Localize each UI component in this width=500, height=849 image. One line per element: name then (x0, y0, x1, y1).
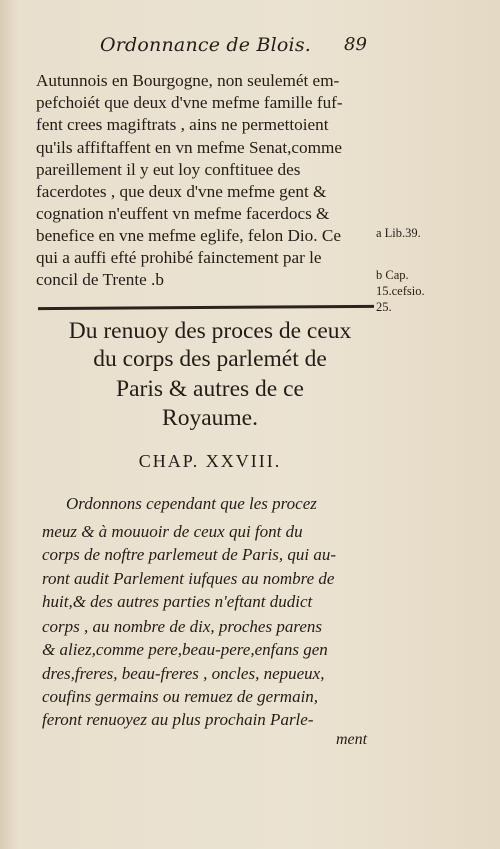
running-title: Ordonnance de Blois. (100, 34, 312, 56)
ordinance-line: corps de noftre parlemeut de Paris, qui au- (42, 545, 336, 564)
body-line: qui a auffi efté prohibé fainctement par le (36, 248, 322, 267)
body-line: Autunnois en Bourgogne, non seulemét em- (36, 71, 340, 90)
ordinance-line: Ordonnons cependant que les procez (66, 494, 317, 513)
ordinance-line: ront audit Parlement iufques au nombre de (42, 569, 335, 588)
ordinance-line: feront renuoyez au plus prochain Parle- (42, 710, 314, 729)
ordinance-line: huit,& des autres parties n'eftant dudict (42, 592, 313, 611)
body-line: pareillement il y eut loy conftituee des (36, 160, 301, 179)
page-number: 89 (344, 34, 367, 55)
section-title-line: Du renuoy des proces de ceux (68, 318, 352, 344)
ordinance-line: dres,freres, beau-freres , oncles, nepueux, (42, 664, 325, 683)
margin-note-b-ref-2: 25. (376, 300, 392, 314)
body-line: facerdotes , que deux d'vne mefme gent & (36, 182, 327, 201)
section-title-line: du corps des parlemét de (93, 346, 327, 372)
body-line: concil de Trente .b (36, 270, 164, 289)
ordinance-line: corps , au nombre de dix, proches parens (42, 617, 322, 636)
body-line: benefice en vne mefme eglife, felon Dio. Ce (36, 226, 341, 245)
body-line: fent crees magiftrats , ains ne permettoient (36, 115, 329, 134)
body-line: pefchoiét que deux d'vne mefme famille fuf- (36, 93, 343, 112)
body-line: qu'ils affiftaffent en vn mefme Senat,comme (36, 138, 343, 157)
chapter-heading: CHAP. XXVIII. (138, 451, 282, 471)
catchword: ment (336, 731, 368, 748)
ordinance-line: & aliez,comme pere,beau-pere,enfans gen (42, 640, 328, 659)
margin-note-a: a Lib.39. (376, 226, 421, 240)
margin-note-b-ref: 15.cefsio. (376, 284, 425, 298)
margin-note-b: b Cap. (376, 268, 409, 282)
section-title-line: Royaume. (162, 405, 258, 431)
body-line: cognation n'euffent vn mefme facerdocs & (36, 204, 330, 223)
ordinance-line: coufins germains ou remuez de germain, (42, 687, 319, 706)
ordinance-line: meuz & à mouuoir de ceux qui font du (42, 522, 303, 541)
section-divider-rule (38, 305, 374, 310)
section-title-line: Paris & autres de ce (116, 376, 304, 402)
